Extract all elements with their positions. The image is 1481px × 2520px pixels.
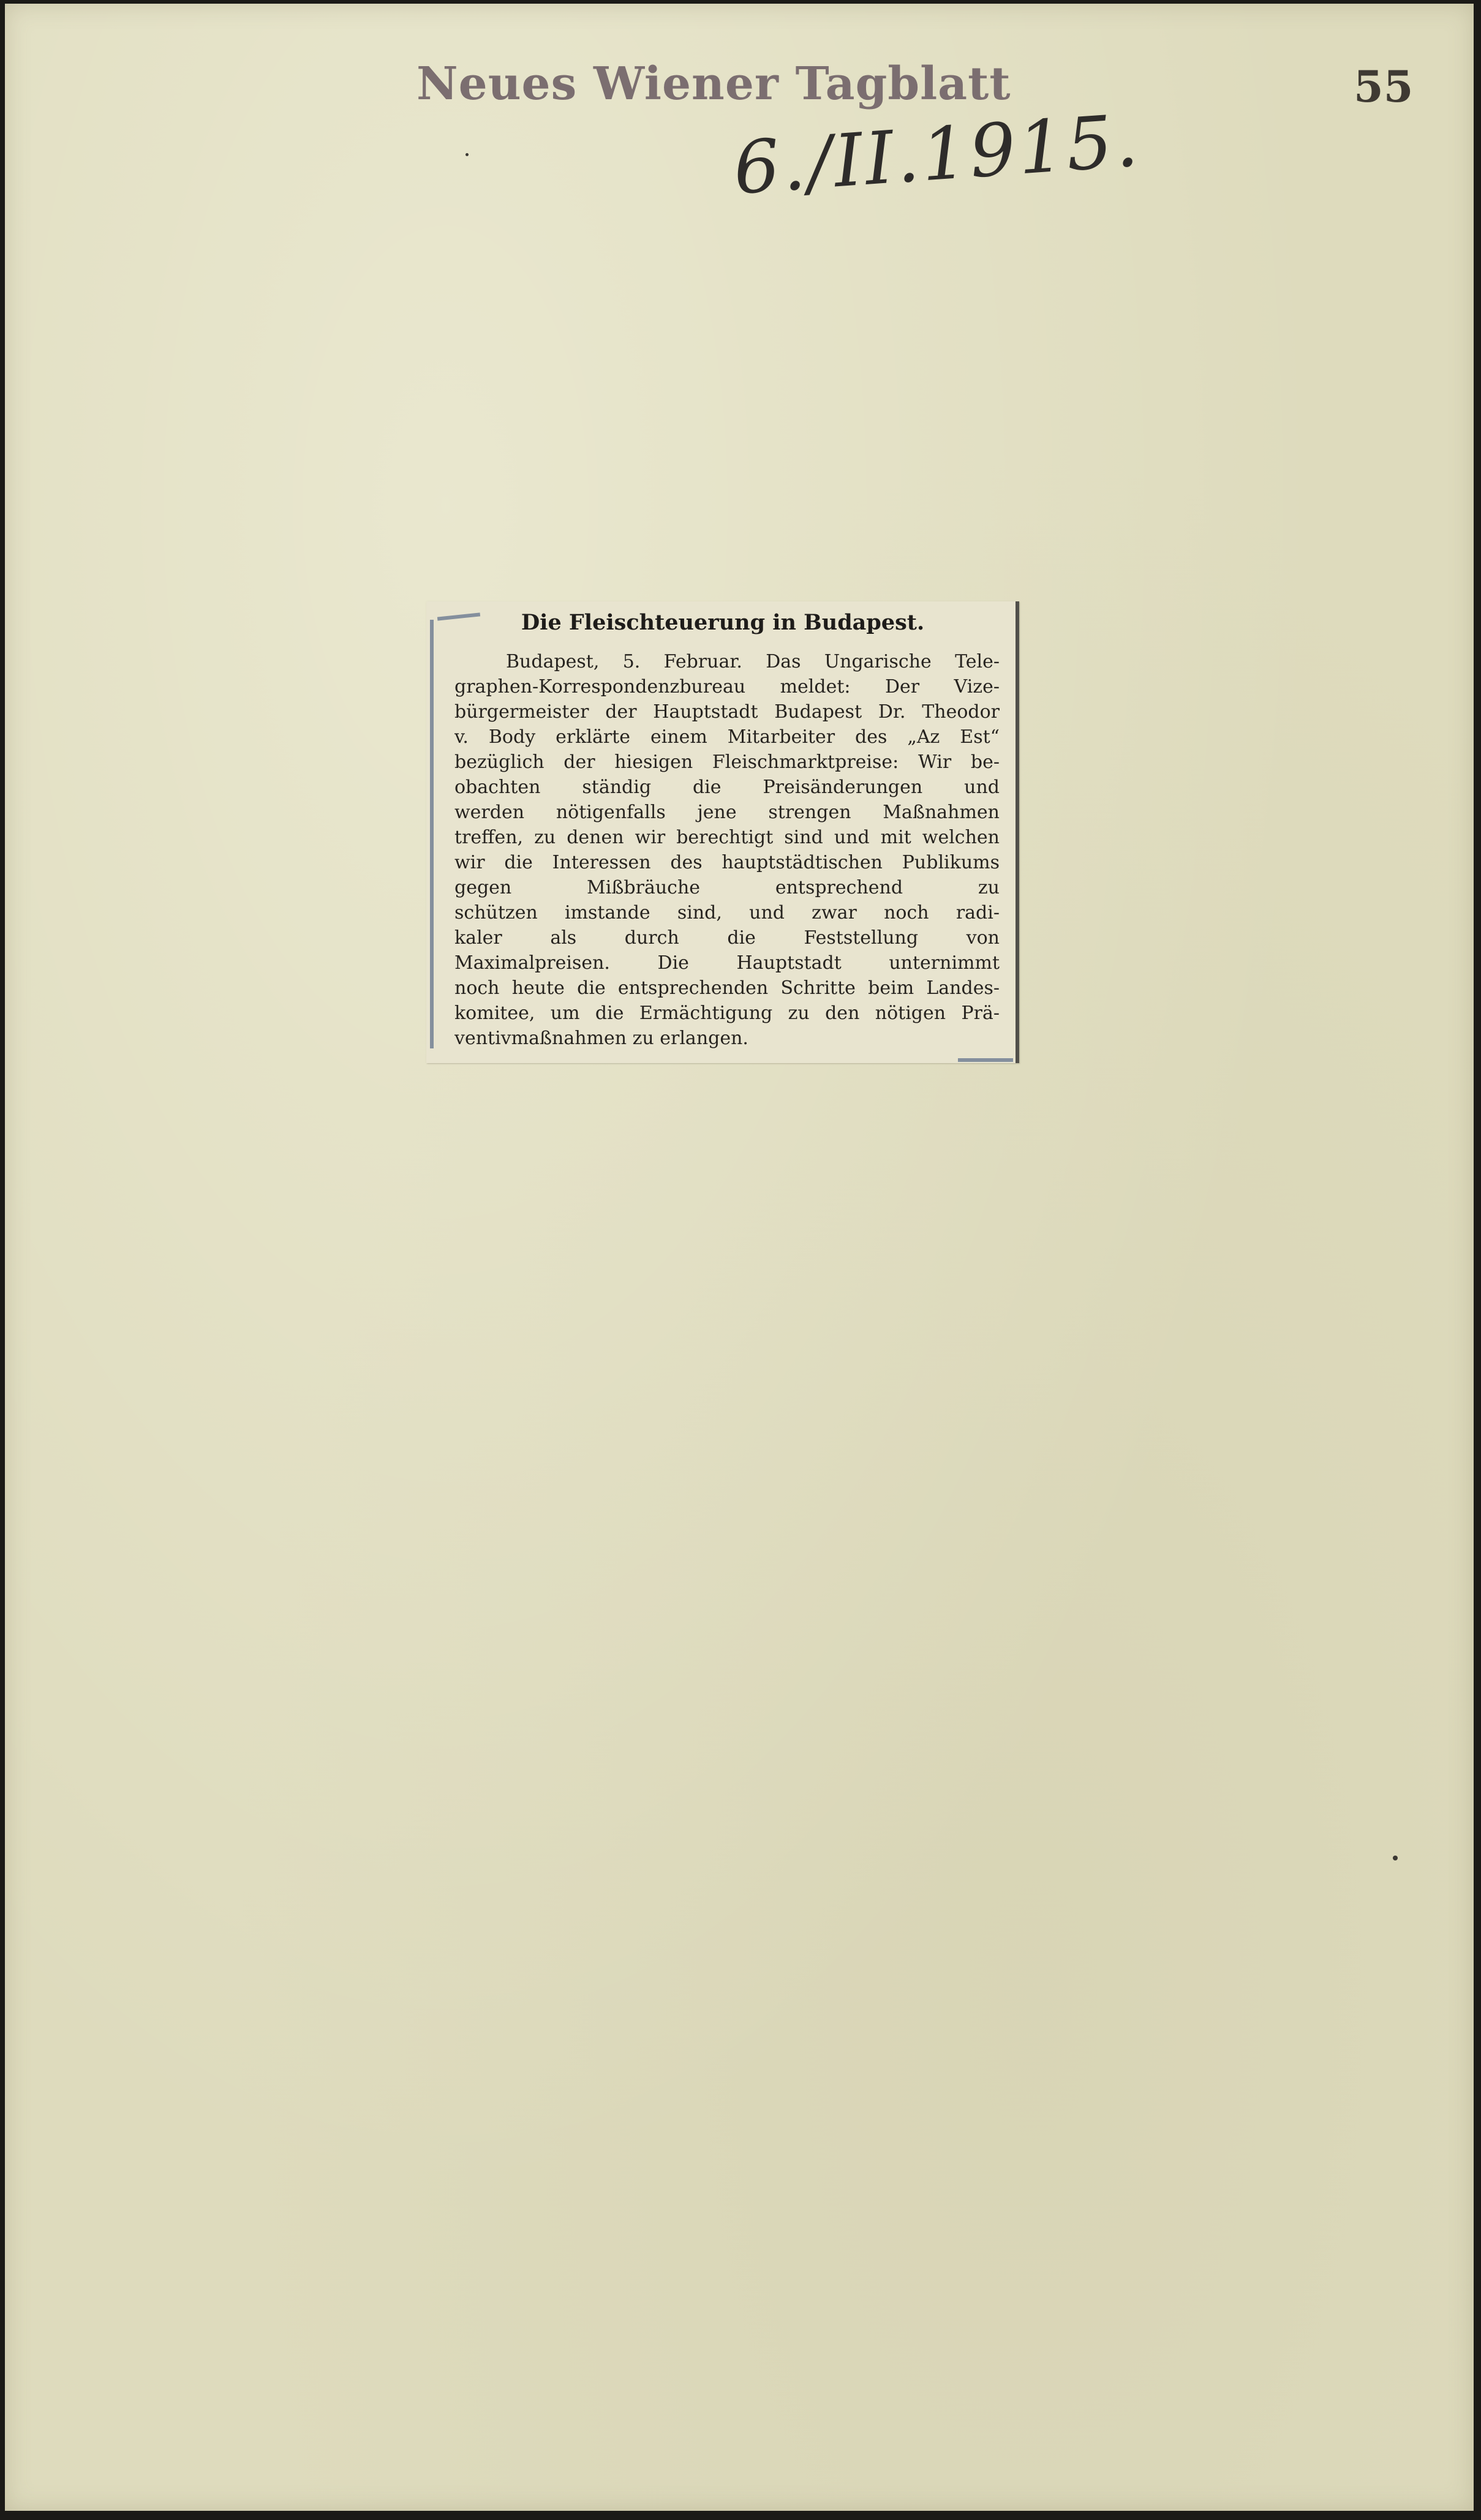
- clipping-headline: Die Fleischteuerung in Budapest.: [521, 610, 925, 635]
- clipping-line: wir die Interessen des hauptstädtischen Publikums: [454, 852, 1000, 873]
- clipping-line: treffen, zu denen wir berechtigt sind und mit welchen: [454, 827, 1000, 848]
- handwritten-date: 6./II.1915.: [731, 97, 1144, 211]
- newspaper-stamp: Neues Wiener Tagblatt: [416, 58, 1011, 110]
- clipping-line: werden nötigenfalls jene strengen Maßnahmen: [454, 802, 1000, 823]
- clipping-line: ventivmaßnahmen zu erlangen.: [454, 1028, 748, 1049]
- clipping-line: Maximalpreisen. Die Hauptstadt unternimmt: [454, 952, 1000, 974]
- paper-speck: [465, 153, 469, 156]
- clipping-line: graphen-Korrespondenzbureau meldet: Der Vize-: [454, 676, 1000, 698]
- blue-pencil-mark-left: [430, 620, 434, 1048]
- clipping-line: noch heute die entsprechenden Schritte beim Landes-: [454, 977, 1000, 999]
- clipping-line: komitee, um die Ermächtigung zu den nötigen Prä-: [454, 1002, 1000, 1024]
- clipping-body: [454, 649, 1000, 1051]
- clipping-line: schützen imstande sind, und zwar noch radi-: [454, 902, 1000, 923]
- blue-pencil-mark-bottom: [958, 1058, 1013, 1062]
- clipping-line: bürgermeister der Hauptstadt Budapest Dr. Theodor: [454, 701, 1000, 723]
- clipping-line: Budapest, 5. Februar. Das Ungarische Tele-: [506, 651, 1000, 672]
- paper-speck: [1393, 1856, 1398, 1860]
- clipping-line: v. Body erklärte einem Mitarbeiter des „Az Est“: [454, 726, 1000, 748]
- newspaper-clipping: [426, 601, 1019, 1063]
- archive-sheet: [5, 4, 1474, 2511]
- clipping-line: gegen Mißbräuche entsprechend zu: [454, 877, 1000, 898]
- clipping-line: obachten ständig die Preisänderungen und: [454, 777, 1000, 798]
- clipping-shadow-edge: [1016, 601, 1019, 1063]
- page-number: 55: [1354, 61, 1414, 112]
- clipping-line: kaler als durch die Feststellung von: [454, 927, 1000, 949]
- clipping-line: bezüglich der hiesigen Fleischmarktpreise: Wir be-: [454, 751, 1000, 773]
